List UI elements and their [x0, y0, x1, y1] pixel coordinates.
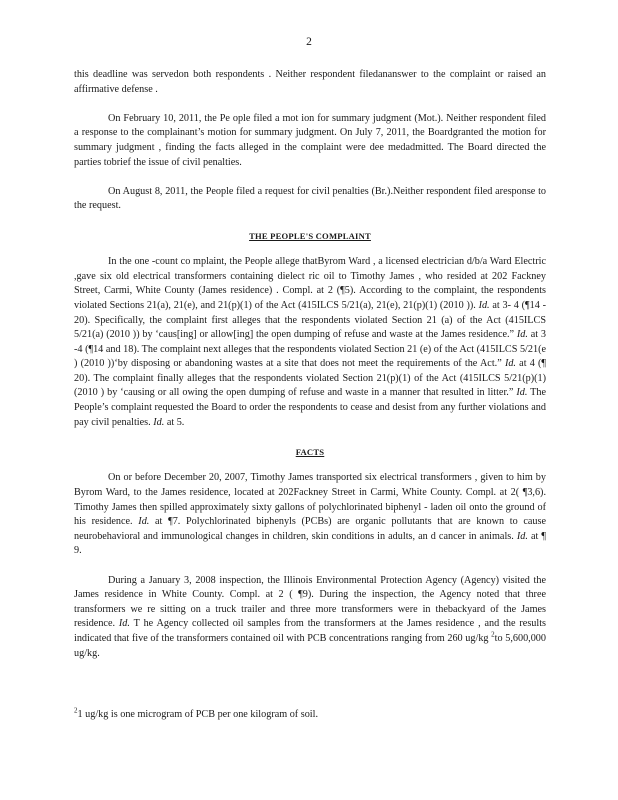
- text-run: at ¶7. Polychlorinated biphenyls (PCBs) are organic pollutants that are known to cause neurobehavioral and immunological changes in children, skin conditions in adults, an d cancer in animals.: [74, 516, 547, 542]
- citation-id: Id.: [504, 358, 516, 370]
- document-body: [74, 68, 546, 676]
- paragraph-4: [74, 255, 546, 430]
- text-run: T he Agency collected oil samples from the transformers at the James residence , and the results indicated that five of the transformers contained oil with PCB concentrations ranging from 260 ug/kg: [74, 618, 547, 644]
- citation-id: Id.: [138, 516, 150, 528]
- citation-id: Id.: [516, 387, 528, 399]
- paragraph-2: On February 10, 2011, the Pe ople filed a mot ion for summary judgment (Mot.). Neither respondent filed a response to the complainant’s motion for summary judgment. On July 7, 2011, the Boardgranted the motion for summary judgment , finding the facts alleged in the complaint were dee medadmitted. The Board directed the parties tobrief the issue of civil penalties.: [74, 112, 546, 168]
- citation-id: Id.: [478, 299, 490, 311]
- text-run: at 5.: [164, 416, 185, 428]
- text-run: at 3- 4 (¶14 - 20). Specifically, the complaint first alleges that the respondents violated Section 21 (a) of the Act (415ILCS 5/21(a) (2010 )) by ‘caus[ing] or allow[ing] the open dumping of refuse and waste at the James residence.”: [74, 299, 546, 341]
- paragraph-3: On August 8, 2011, the People filed a request for civil penalties (Br.).Neither respondent filed aresponse to the request.: [74, 185, 546, 212]
- paragraph-5: [74, 471, 546, 559]
- citation-id: Id.: [118, 618, 130, 630]
- heading-facts-text: FACTS: [295, 446, 325, 457]
- text-run: to 5,600,000 ug/kg.: [74, 632, 546, 659]
- text-run: at 3 -4 (¶14 and 18). The complaint next alleges that the respondents violated Section 21 (e) of the Act (415ILCS 5/21(e ) (2010 ))‘by disposing or abandoning wastes at a site that does not meet the requirements of the Act.”: [74, 329, 546, 370]
- section-heading-complaint: [74, 229, 546, 244]
- text-run: The People’s complaint requested the Board to order the respondents to cease and desist from any further violations and pay civil penalties.: [74, 387, 547, 428]
- text-run: at 4 (¶ 20). The complaint finally alleges that the respondents violated Section 21(p)(1) of the Act (415ILCS 5/21(p)(1) (2010 ) by ‘causing or all owing the open dumping of refuse and waste in a manner that resulted in litter.”: [74, 358, 547, 399]
- footnote: [74, 708, 546, 722]
- footnote-marker: 2: [74, 706, 78, 715]
- paragraph-1: this deadline was servedon both respondents . Neither respondent filedananswer to the complaint or raised an affirmative defense .: [74, 69, 546, 95]
- section-heading-facts: [74, 445, 546, 460]
- heading-complaint-text: THE PEOPLE'S COMPLAINT: [249, 230, 371, 241]
- citation-id: Id.: [516, 329, 528, 341]
- footnote-text: 1 ug/kg is one microgram of PCB per one kilogram of soil.: [77, 709, 319, 720]
- text-run: at ¶ 9.: [74, 530, 546, 557]
- text-run: In the one -count co mplaint, the People allege thatByrom Ward , a licensed electrician d/b/a Ward Electric ,gave six old electrical transformers containing dielect ric oil to Timothy James , who resided at 202 Fackney Street, Carmi, White County (James residence) . Compl. at 2 (¶5). According to the complaint, the respondents violated Sections 21(a), 21(e), and 21(p)(1) of the Act (415ILCS 5/21(a), 21(e), 21(p)(1) (2010 )).: [74, 256, 546, 311]
- footnote-reference: 2: [491, 630, 495, 639]
- page-number: 2: [306, 36, 312, 48]
- text-run: On or before December 20, 2007, Timothy James transported six electrical transformers , given to him by Byrom Ward, to the James residence, located at 202Fackney Street in Carmi, White County. Compl. at 2( ¶3,6). Timothy James then spilled approximately sixty gallons of polychlorinated biphenyl - laden oil onto the ground of his residence.: [74, 472, 546, 528]
- citation-id: Id.: [516, 530, 528, 542]
- text-run: During a January 3, 2008 inspection, the Illinois Environmental Protection Agency (Agency) visited the James residence in White County. Compl. at 2 ( ¶9). During the inspection, the Agency noted that three transformers we re sitting on a truck trailer and three more transformers were in thebackyard of the James residence.: [74, 574, 546, 630]
- citation-id: Id.: [153, 416, 165, 428]
- paragraph-6: [74, 574, 546, 662]
